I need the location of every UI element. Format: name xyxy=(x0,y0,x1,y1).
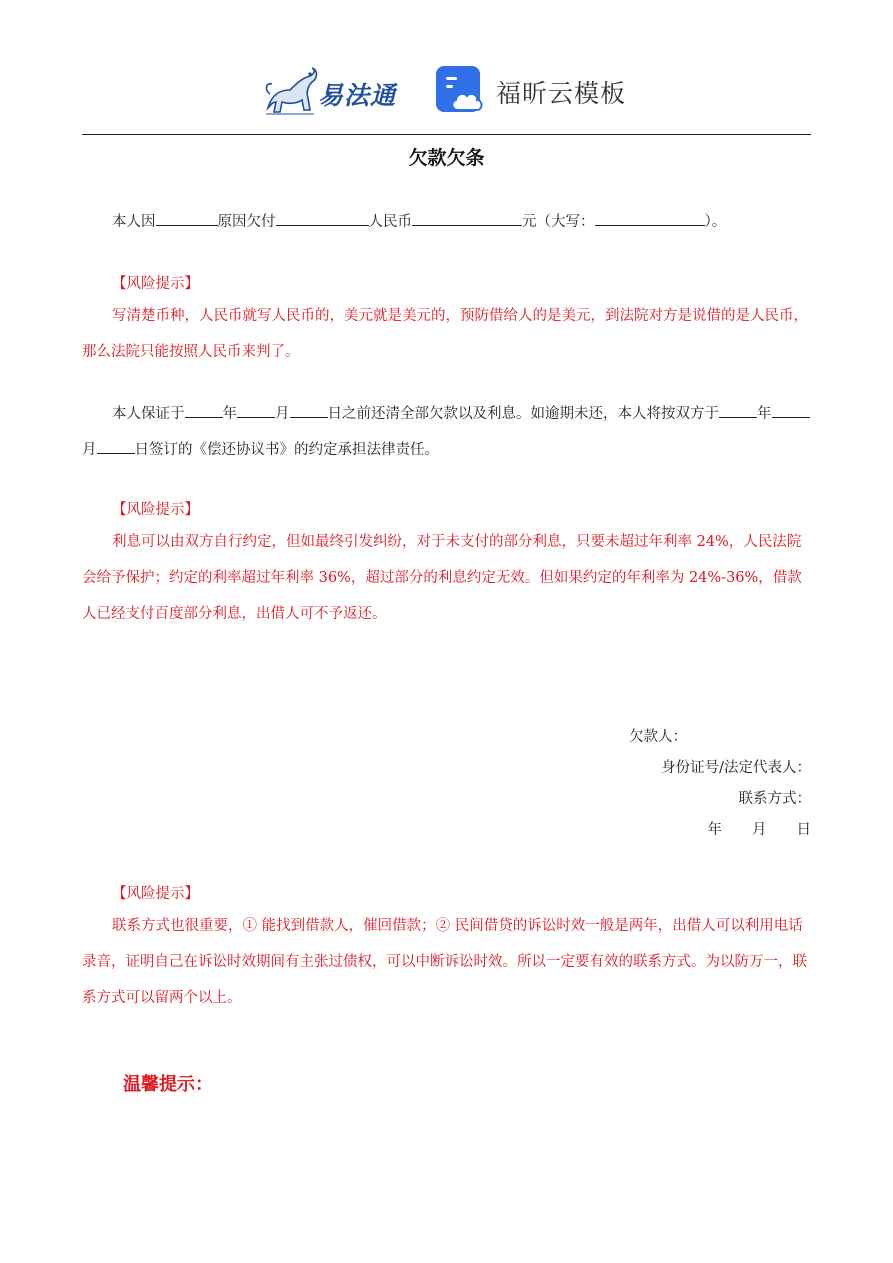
foxit-cloud-icon xyxy=(436,66,488,116)
payee-blank xyxy=(276,211,369,226)
text-segment: 日签订的《偿还协议书》的约定承担法律责任。 xyxy=(134,442,439,458)
text-segment: 本人保证于 xyxy=(112,406,185,422)
text-segment: 日之前还清全部欠款以及利息。如逾期未还，本人将按双方于 xyxy=(327,406,719,422)
date-month: 月 xyxy=(752,822,767,838)
text-segment: 年 xyxy=(757,406,772,422)
year-blank xyxy=(185,403,223,418)
day-blank xyxy=(290,403,328,418)
risk-text-1: 写清楚币种，人民币就写人民币的，美元就是美元的，预防借给人的是美元，到法院对方是说借的是人民币，那么法院只能按照人民币来判了。 xyxy=(82,308,808,360)
risk-text-3: 联系方式也很重要，① 能找到借款人，催回借款；② 民间借贷的诉讼时效一般是两年，出借人可以利用电话录音，证明自己在诉讼时效期间有主张过债权，可以中断诉讼时效。所以一定要有效的联系方式。为以防万一，联系方式可以留两个以上。 xyxy=(82,918,807,1006)
amount-blank xyxy=(412,211,522,226)
agreement-year-blank xyxy=(719,403,757,418)
contact-label: 联系方式： xyxy=(738,791,811,807)
header-divider xyxy=(82,134,811,135)
agreement-day-blank xyxy=(97,439,135,454)
debtor-label: 欠款人： xyxy=(629,729,687,745)
text-segment: 月 xyxy=(275,406,290,422)
text-segment: 元（大写： xyxy=(522,214,595,230)
id-label: 身份证号/法定代表人： xyxy=(661,760,811,776)
text-segment: 原因欠付 xyxy=(217,214,276,230)
date-day: 日 xyxy=(796,822,811,838)
yifatong-logo xyxy=(262,64,412,118)
repayment-paragraph xyxy=(82,396,811,468)
risk-label-3: 【风险提示】 xyxy=(112,886,199,902)
agreement-month-blank xyxy=(772,403,810,418)
text-segment: 人民币 xyxy=(368,214,412,230)
text-segment: ）。 xyxy=(704,214,727,230)
yifatong-logo-text: 易法通 xyxy=(318,81,397,110)
text-segment: 月 xyxy=(82,442,97,458)
month-blank xyxy=(237,403,275,418)
document-title: 欠款欠条 xyxy=(408,147,485,169)
reason-blank xyxy=(156,211,218,226)
text-segment: 年 xyxy=(222,406,237,422)
risk-label-1: 【风险提示】 xyxy=(112,276,199,292)
document-header xyxy=(0,60,893,122)
warm-tip-heading: 温馨提示： xyxy=(123,1074,213,1095)
signature-date xyxy=(708,815,812,846)
date-year: 年 xyxy=(707,822,722,838)
foxit-logo-text: 福昕云模板 xyxy=(496,79,627,108)
risk-text-2: 利息可以由双方自行约定，但如最终引发纠纷，对于未支付的部分利息，只要未超过年利率 24%，人民法院会给予保护；约定的利率超过年利率 36%，超过部分的利息约定无效。但如果约定的年利率为 24%-36%，借款人已经支付百度部分利息，出借人可不予返还。 xyxy=(82,534,802,622)
risk-label-2: 【风险提示】 xyxy=(112,502,199,518)
amount-words-blank xyxy=(595,211,705,226)
qilin-icon xyxy=(262,64,320,118)
text-segment: 本人因 xyxy=(112,214,156,230)
foxit-cloud-template-logo xyxy=(436,66,636,116)
debt-paragraph xyxy=(82,204,811,240)
